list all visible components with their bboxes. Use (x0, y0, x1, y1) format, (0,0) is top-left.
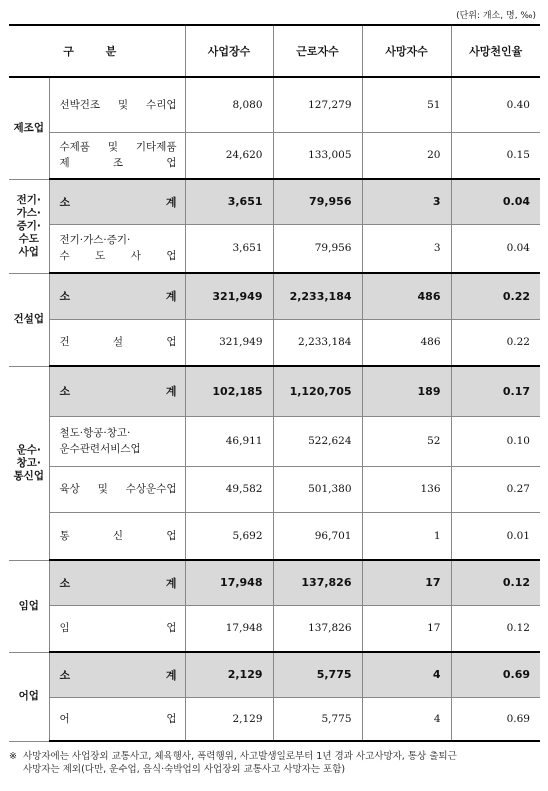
row-name: 수제품 및 기타제품 제 조 업 (49, 132, 185, 179)
cell-workplaces: 8,080 (185, 77, 273, 132)
cell-workers: 2,233,184 (273, 273, 362, 319)
header-workers: 근로자수 (273, 25, 362, 77)
group-label-forestry: 임업 (9, 560, 49, 652)
header-workplaces: 사업장수 (185, 25, 273, 77)
cell-deaths: 3 (362, 179, 451, 224)
row-name: 어 업 (49, 697, 185, 741)
cell-deaths: 136 (362, 466, 451, 512)
cell-workplaces: 2,129 (185, 652, 273, 697)
table-row (9, 605, 540, 652)
cell-deaths: 3 (362, 224, 451, 273)
row-name: 임 업 (49, 605, 185, 652)
cell-rate: 0.22 (451, 319, 540, 366)
footnote-line2: 사망자는 제외(다만, 운수업, 음식·숙박업의 사업장외 교통사고 사망자는 포함) (23, 764, 346, 775)
group-label-utilities: 전기· 가스· 증기· 수도 사업 (9, 179, 49, 273)
subtotal-label: 소 계 (49, 273, 185, 319)
cell-deaths: 4 (362, 652, 451, 697)
footnote-mark: ※ (9, 751, 17, 762)
table-row (9, 224, 540, 273)
subtotal-row (9, 652, 540, 697)
table-row (9, 697, 540, 741)
statistics-table (9, 24, 540, 742)
cell-rate: 0.40 (451, 77, 540, 132)
cell-rate: 0.12 (451, 605, 540, 652)
header-category: 구 분 (9, 25, 185, 77)
cell-workplaces: 102,185 (185, 366, 273, 416)
header-row (9, 25, 540, 77)
cell-workplaces: 3,651 (185, 179, 273, 224)
cell-rate: 0.04 (451, 224, 540, 273)
cell-workers: 522,624 (273, 416, 362, 466)
subtotal-row (9, 366, 540, 416)
cell-rate: 0.04 (451, 179, 540, 224)
cell-workplaces: 3,651 (185, 224, 273, 273)
cell-workers: 5,775 (273, 697, 362, 741)
footnote (9, 750, 540, 776)
cell-deaths: 52 (362, 416, 451, 466)
subtotal-row (9, 179, 540, 224)
subtotal-label: 소 계 (49, 560, 185, 605)
cell-rate: 0.69 (451, 697, 540, 741)
cell-workers: 137,826 (273, 605, 362, 652)
header-death-rate: 사망천인율 (451, 25, 540, 77)
cell-workers: 79,956 (273, 224, 362, 273)
row-name: 철도·항공·창고· 운수관련서비스업 (49, 416, 185, 466)
cell-deaths: 4 (362, 697, 451, 741)
cell-rate: 0.27 (451, 466, 540, 512)
cell-workers: 5,775 (273, 652, 362, 697)
cell-workers: 96,701 (273, 512, 362, 560)
cell-deaths: 1 (362, 512, 451, 560)
group-label-construction: 건설업 (9, 273, 49, 366)
subtotal-label: 소 계 (49, 652, 185, 697)
cell-deaths: 189 (362, 366, 451, 416)
cell-deaths: 17 (362, 605, 451, 652)
cell-workers: 1,120,705 (273, 366, 362, 416)
cell-deaths: 17 (362, 560, 451, 605)
footnote-line1: 사망자에는 사업장외 교통사고, 체육행사, 폭력행위, 사고발생일로부터 1년 경과 사고사망자, 통상 출퇴근 (23, 751, 457, 762)
cell-workers: 137,826 (273, 560, 362, 605)
cell-workplaces: 321,949 (185, 319, 273, 366)
group-label-fishery: 어업 (9, 652, 49, 741)
cell-deaths: 486 (362, 319, 451, 366)
cell-rate: 0.01 (451, 512, 540, 560)
cell-workplaces: 17,948 (185, 605, 273, 652)
cell-workplaces: 46,911 (185, 416, 273, 466)
table-row (9, 132, 540, 179)
cell-deaths: 51 (362, 77, 451, 132)
row-name: 통 신 업 (49, 512, 185, 560)
header-deaths: 사망자수 (362, 25, 451, 77)
table-row (9, 77, 540, 132)
cell-workers: 127,279 (273, 77, 362, 132)
cell-workplaces: 17,948 (185, 560, 273, 605)
table-row (9, 319, 540, 366)
group-label-transport: 운수· 창고· 통신업 (9, 366, 49, 560)
cell-workplaces: 2,129 (185, 697, 273, 741)
cell-workplaces: 24,620 (185, 132, 273, 179)
table-row (9, 466, 540, 512)
cell-deaths: 20 (362, 132, 451, 179)
cell-workers: 133,005 (273, 132, 362, 179)
table-row (9, 416, 540, 466)
row-name: 전기·가스·증기· 수 도 사 업 (49, 224, 185, 273)
cell-rate: 0.69 (451, 652, 540, 697)
subtotal-row (9, 273, 540, 319)
row-name: 건 설 업 (49, 319, 185, 366)
cell-workers: 2,233,184 (273, 319, 362, 366)
row-name: 선박건조 및 수리업 (49, 77, 185, 132)
subtotal-row (9, 560, 540, 605)
cell-rate: 0.12 (451, 560, 540, 605)
subtotal-label: 소 계 (49, 366, 185, 416)
cell-workplaces: 49,582 (185, 466, 273, 512)
cell-workers: 79,956 (273, 179, 362, 224)
cell-workplaces: 5,692 (185, 512, 273, 560)
cell-deaths: 486 (362, 273, 451, 319)
row-name: 육상 및 수상운수업 (49, 466, 185, 512)
subtotal-label: 소 계 (49, 179, 185, 224)
table-row (9, 512, 540, 560)
cell-rate: 0.22 (451, 273, 540, 319)
cell-rate: 0.10 (451, 416, 540, 466)
cell-rate: 0.17 (451, 366, 540, 416)
unit-note: (단위: 개소, 명, ‰) (456, 11, 536, 21)
cell-workplaces: 321,949 (185, 273, 273, 319)
group-label-manufacturing: 제조업 (9, 77, 49, 179)
cell-rate: 0.15 (451, 132, 540, 179)
cell-workers: 501,380 (273, 466, 362, 512)
